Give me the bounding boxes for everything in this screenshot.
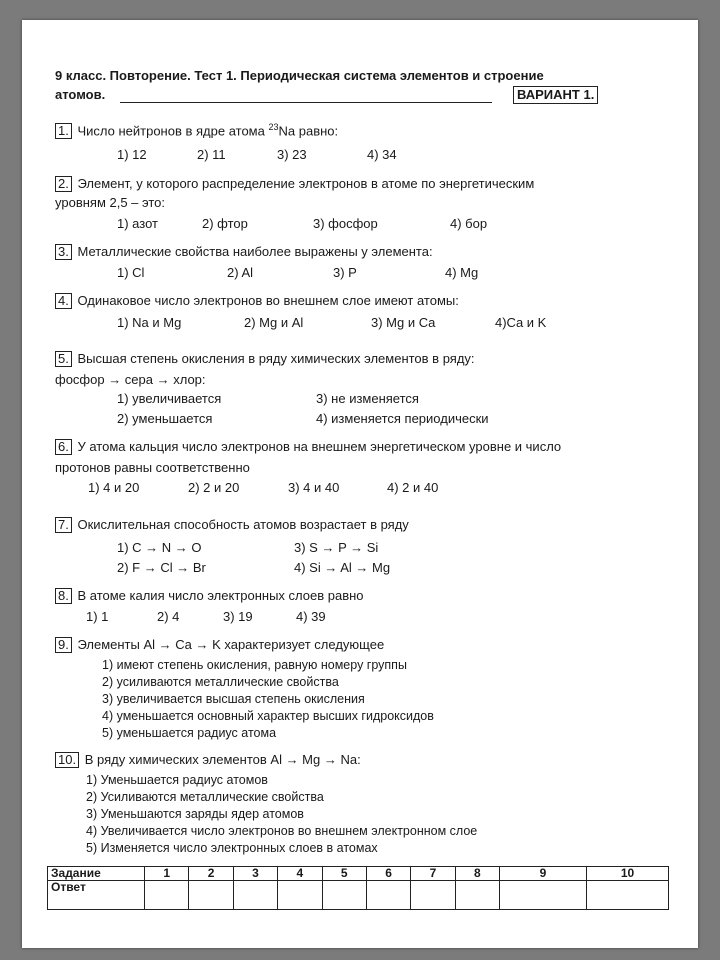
option: 3) не изменяется	[316, 391, 419, 406]
option: 3) увеличивается высшая степень окисления	[102, 692, 365, 706]
option: 2) фтор	[202, 216, 248, 231]
option: 5) уменьшается радиус атома	[102, 726, 277, 740]
option: 1) Уменьшается радиус атомов	[86, 773, 268, 787]
answer-cell[interactable]	[455, 881, 499, 910]
option: 2) Mg и Al	[244, 315, 304, 330]
question-text-line2: фосфор → сера → хлор:	[55, 372, 206, 387]
question-text: Элемент, у которого распределение электронов в атоме по энергетическим	[77, 176, 535, 191]
option: 4) Mg	[445, 265, 479, 280]
task-column: 10	[587, 867, 669, 881]
option: 4) Увеличивается число электронов во внешнем электронном слое	[86, 824, 478, 838]
question-text: Одинаковое число электронов во внешнем слое имеют атомы:	[77, 293, 459, 308]
option: 1) азот	[117, 216, 158, 231]
question-number: 2.	[55, 176, 72, 192]
question-text-line2: протонов равны соответственно	[55, 460, 250, 475]
question-number: 9.	[55, 637, 72, 653]
option: 2) Усиливаются металлические свойства	[86, 790, 324, 804]
option: 1) 12	[117, 147, 147, 162]
test-title-line2: атомов.	[55, 87, 106, 102]
answer-cell[interactable]	[500, 881, 587, 910]
answer-cell[interactable]	[145, 881, 189, 910]
task-column: 8	[455, 867, 499, 881]
option: 2) усиливаются металлические свойства	[102, 675, 339, 689]
question-9	[55, 637, 384, 653]
question-number: 4.	[55, 293, 72, 309]
question-number: 5.	[55, 351, 72, 367]
question-text-after: Na равно:	[278, 123, 339, 139]
option: 1) увеличивается	[117, 391, 222, 406]
option: 3) 19	[223, 609, 253, 624]
task-column: 1	[145, 867, 189, 881]
task-column: 4	[278, 867, 322, 881]
option: 1) 1	[86, 609, 109, 624]
question-text-line2: уровням 2,5 – это:	[55, 195, 166, 210]
option: 1) C → N → O	[117, 540, 202, 555]
question-6	[55, 439, 561, 455]
answer-label: Ответ	[48, 881, 145, 910]
answer-table	[47, 866, 669, 910]
question-3	[55, 244, 433, 260]
option: 3) Уменьшаются заряды ядер атомов	[86, 807, 304, 821]
option: 1) 4 и 20	[88, 480, 140, 495]
option: 3) фосфор	[313, 216, 378, 231]
question-text: В ряду химических элементов Al → Mg → Na:	[84, 752, 361, 767]
question-number: 7.	[55, 517, 72, 533]
option: 4) 34	[367, 147, 397, 162]
option: 2) F → Cl → Br	[117, 560, 206, 575]
option: 2) уменьшается	[117, 411, 213, 426]
option: 3) Mg и Ca	[371, 315, 436, 330]
question-7	[55, 517, 409, 533]
task-label: Задание	[48, 867, 145, 881]
option: 3) 23	[277, 147, 307, 162]
task-column: 9	[500, 867, 587, 881]
option: 2) 2 и 20	[188, 480, 240, 495]
answer-cell[interactable]	[189, 881, 233, 910]
option: 4) бор	[450, 216, 488, 231]
question-10	[55, 752, 361, 768]
answer-row	[48, 881, 669, 910]
answer-cell[interactable]	[587, 881, 669, 910]
question-text: Высшая степень окисления в ряду химических элементов в ряду:	[77, 351, 475, 366]
variant-label: ВАРИАНТ 1.	[513, 86, 598, 104]
option: 2) Al	[227, 265, 254, 280]
test-title-line1: 9 класс. Повторение. Тест 1. Периодическая система элементов и строение	[55, 68, 544, 83]
option: 1) имеют степень окисления, равную номеру группы	[102, 658, 407, 672]
question-text: У атома кальция число электронов на внешнем энергетическом уровне и число	[77, 439, 562, 454]
task-column: 3	[233, 867, 277, 881]
question-5	[55, 351, 475, 367]
question-number: 8.	[55, 588, 72, 604]
question-4	[55, 293, 459, 309]
option: 4)Ca и K	[495, 315, 547, 330]
question-number: 1.	[55, 123, 72, 139]
option: 2) 4	[157, 609, 180, 624]
option: 1) Cl	[117, 265, 145, 280]
option: 4) уменьшается основный характер высших гидроксидов	[102, 709, 434, 723]
question-text: Окислительная способность атомов возрастает в ряду	[77, 517, 409, 532]
test-page	[22, 20, 698, 948]
option: 3) S → P → Si	[294, 540, 379, 555]
option: 2) 11	[197, 147, 226, 162]
task-column: 5	[322, 867, 366, 881]
question-number: 3.	[55, 244, 72, 260]
option: 1) Na и Mg	[117, 315, 182, 330]
answer-cell[interactable]	[322, 881, 366, 910]
option: 4) 2 и 40	[387, 480, 439, 495]
question-text: Элементы Al → Ca → K характеризует следующее	[77, 637, 385, 652]
task-column: 7	[411, 867, 455, 881]
answer-cell[interactable]	[278, 881, 322, 910]
option: 5) Изменяется число электронных слоев в атомах	[86, 841, 378, 855]
table-header-row	[48, 867, 669, 881]
option: 4) изменяется периодически	[316, 411, 489, 426]
question-1	[55, 122, 338, 139]
question-8	[55, 588, 364, 604]
option: 4) 39	[296, 609, 326, 624]
option: 3) P	[333, 265, 357, 280]
answer-cell[interactable]	[411, 881, 455, 910]
name-blank-line	[120, 102, 492, 103]
option: 4) Si → Al → Mg	[294, 560, 391, 575]
task-column: 2	[189, 867, 233, 881]
task-column: 6	[366, 867, 410, 881]
question-number: 6.	[55, 439, 72, 455]
option: 3) 4 и 40	[288, 480, 340, 495]
question-text: Металлические свойства наиболее выражены у элемента:	[77, 244, 433, 259]
question-text: Число нейтронов в ядре атома	[77, 123, 265, 139]
answer-cell[interactable]	[366, 881, 410, 910]
question-2	[55, 176, 534, 192]
answer-cell[interactable]	[233, 881, 277, 910]
mass-number: 23	[268, 122, 279, 132]
question-text: В атоме калия число электронных слоев равно	[77, 588, 364, 603]
question-number: 10.	[55, 752, 79, 768]
